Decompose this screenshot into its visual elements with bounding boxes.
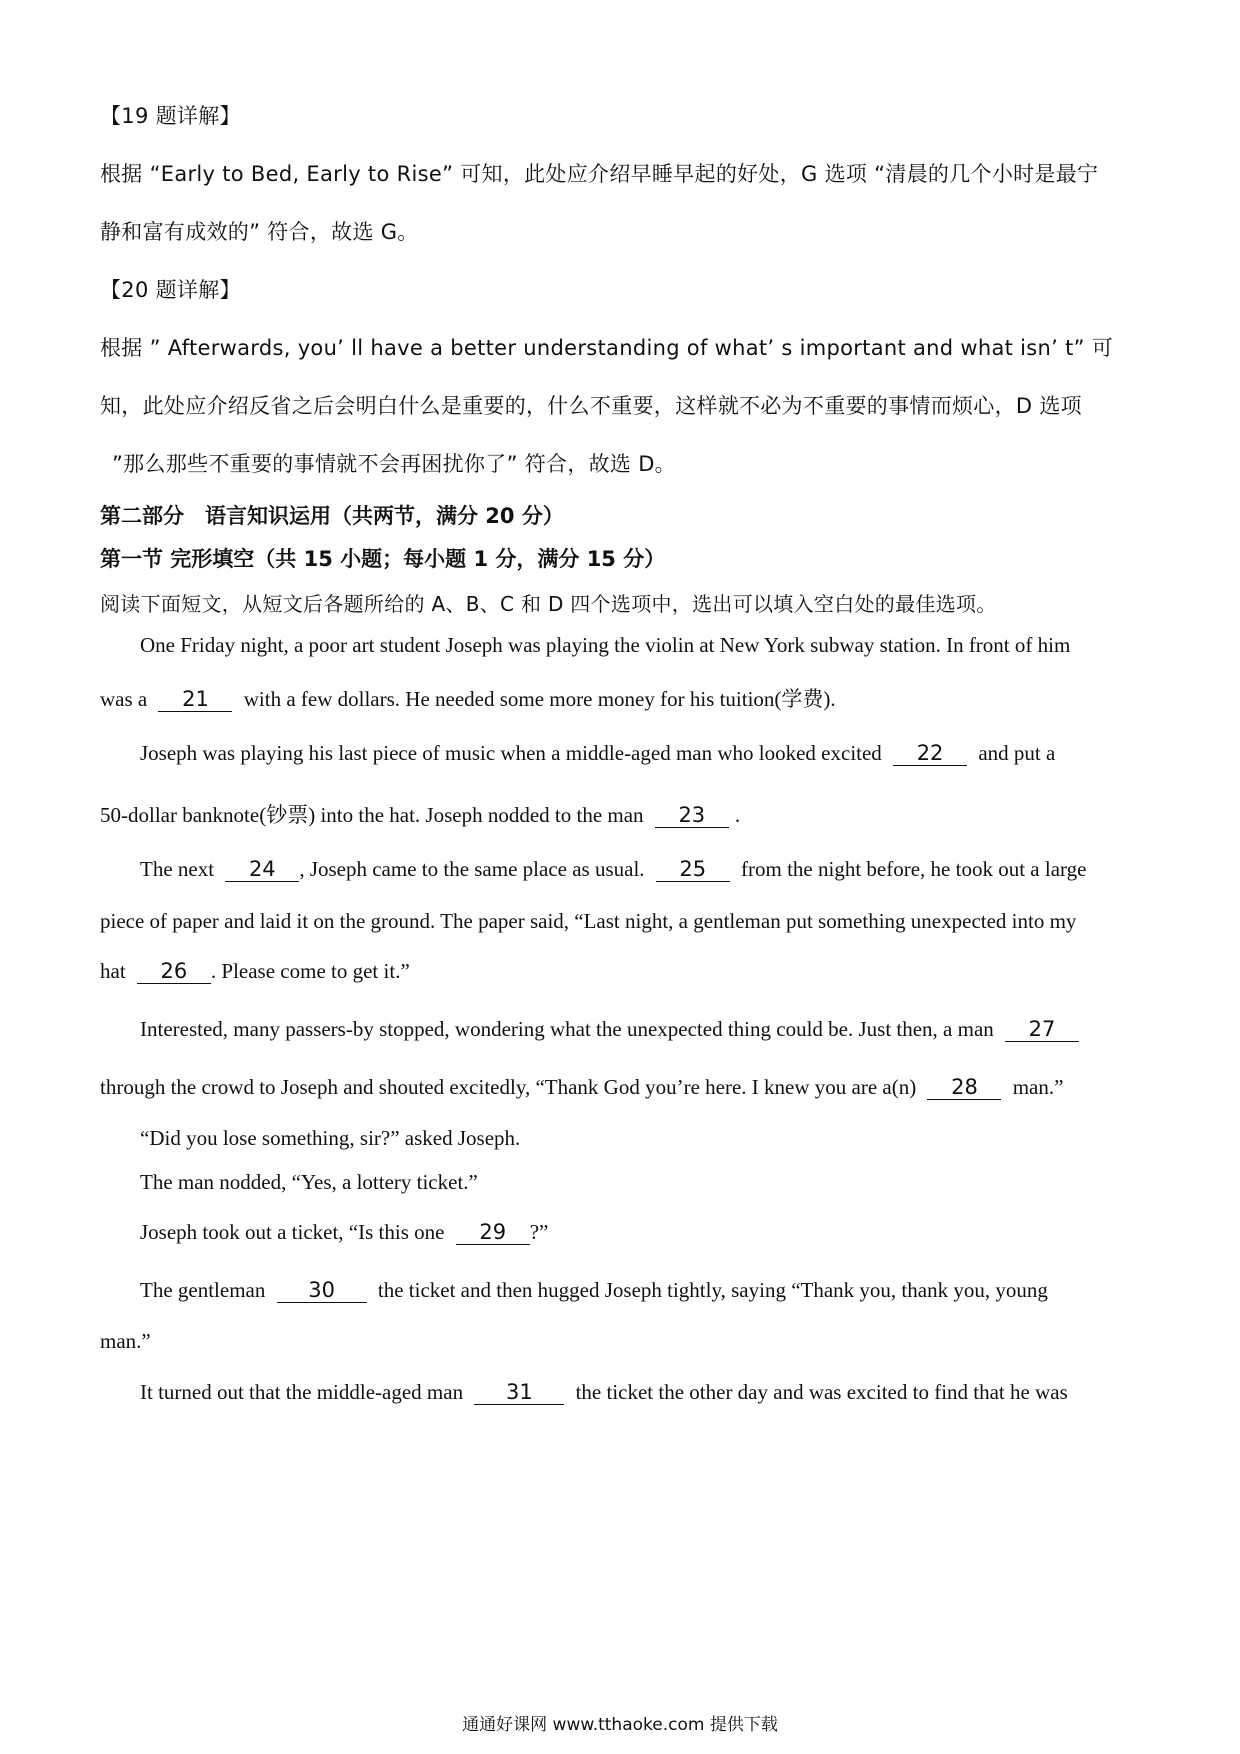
q20-line-3: ”那么那些不重要的事情就不会再困扰你了” 符合，故选 D。 — [112, 452, 676, 476]
passage-text: Joseph took out a ticket, “Is this one — [140, 1220, 445, 1244]
passage-line — [100, 683, 836, 713]
passage-line — [140, 1017, 1085, 1042]
blank-24[interactable]: 24 — [225, 858, 299, 882]
passage-line: The man nodded, “Yes, a lottery ticket.” — [140, 1170, 478, 1194]
passage-line — [100, 959, 410, 984]
passage-text: The next — [140, 857, 215, 881]
passage-text: the ticket the other day and was excited to find that he was — [575, 1380, 1068, 1404]
blank-23[interactable]: 23 — [655, 804, 729, 828]
passage-text: from the night before, he took out a large — [741, 857, 1087, 881]
passage-line: man.” — [100, 1329, 151, 1353]
blank-28[interactable]: 28 — [927, 1076, 1001, 1100]
passage-text: through the crowd to Joseph and shouted excitedly, “Thank God you’re here. I knew you are a(n) — [100, 1075, 917, 1099]
passage-text: the ticket and then hugged Joseph tightly, saying “Thank you, thank you, young — [377, 1278, 1048, 1302]
passage-text: hat — [100, 959, 126, 983]
passage-text: ?” — [529, 1220, 549, 1244]
passage-line — [140, 1380, 1068, 1405]
passage-text: . — [734, 803, 741, 827]
passage-text: man.” — [1012, 1075, 1064, 1099]
passage-line: piece of paper and laid it on the ground. The paper said, “Last night, a gentleman put something unexpected into my — [100, 909, 1077, 933]
section-title: 第一节 完形填空（共 15 小题；每小题 1 分，满分 15 分） — [100, 547, 666, 571]
passage-text: was a — [100, 687, 148, 711]
passage-line — [100, 799, 740, 829]
passage-text: The gentleman — [140, 1278, 266, 1302]
blank-22[interactable]: 22 — [893, 742, 967, 766]
passage-text: Interested, many passers-by stopped, wondering what the unexpected thing could be. Just then, a man — [140, 1017, 994, 1041]
passage-line — [140, 741, 1055, 766]
passage-text: It turned out that the middle-aged man — [140, 1380, 464, 1404]
part-title: 第二部分 语言知识运用（共两节，满分 20 分） — [100, 504, 564, 528]
blank-29[interactable]: 29 — [456, 1221, 530, 1245]
q19-line-1: 根据 “Early to Bed, Early to Rise” 可知，此处应介绍早睡早起的好处，G 选项 “清晨的几个小时是最宁 — [100, 162, 1099, 186]
page-footer: 通通好课网 www.tthaoke.com 提供下载 — [462, 1715, 778, 1735]
blank-27[interactable]: 27 — [1005, 1018, 1079, 1042]
q20-line-1: 根据 ” Afterwards, you’ ll have a better understanding of what’ s important and what isn’ t” 可 — [100, 336, 1114, 360]
passage-text: with a few dollars. He needed some more money for his tuition(学费). — [243, 687, 836, 711]
blank-30[interactable]: 30 — [277, 1279, 367, 1303]
passage-line — [100, 1075, 1063, 1100]
passage-text: . Please come to get it.” — [210, 959, 410, 983]
passage-line — [140, 1278, 1048, 1303]
q19-header: 【19 题详解】 — [100, 104, 241, 128]
q20-line-2: 知，此处应介绍反省之后会明白什么是重要的，什么不重要，这样就不必为不重要的事情而烦心，D 选项 — [100, 394, 1082, 418]
passage-text: , Joseph came to the same place as usual. — [299, 857, 645, 881]
q20-header: 【20 题详解】 — [100, 278, 241, 302]
passage-line — [140, 1220, 548, 1245]
blank-31[interactable]: 31 — [474, 1381, 564, 1405]
passage-text: and put a — [978, 741, 1056, 765]
passage-text: 50-dollar banknote(钞票) into the hat. Joseph nodded to the man — [100, 803, 644, 827]
q19-line-2: 静和富有成效的” 符合，故选 G。 — [100, 220, 419, 244]
blank-21[interactable]: 21 — [158, 688, 232, 712]
passage-line: “Did you lose something, sir?” asked Joseph. — [140, 1126, 521, 1150]
blank-26[interactable]: 26 — [137, 960, 211, 984]
passage-line: One Friday night, a poor art student Joseph was playing the violin at New York subway station. In front of him — [140, 633, 1071, 657]
passage-text: Joseph was playing his last piece of music when a middle-aged man who looked excited — [140, 741, 882, 765]
passage-line — [140, 857, 1086, 882]
instruction: 阅读下面短文，从短文后各题所给的 A、B、C 和 D 四个选项中，选出可以填入空白处的最佳选项。 — [100, 592, 997, 616]
blank-25[interactable]: 25 — [656, 858, 730, 882]
